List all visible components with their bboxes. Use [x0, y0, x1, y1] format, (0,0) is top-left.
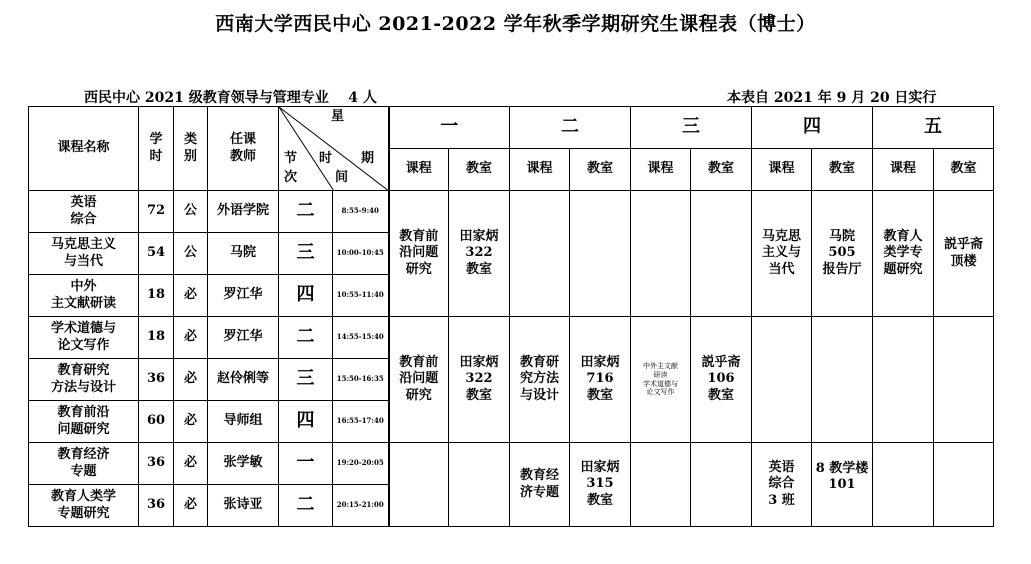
diagonal-header-cell [279, 107, 389, 191]
subheader-course: 课程 [510, 149, 570, 191]
subheader-room: 教室 [934, 149, 994, 191]
course-name: 学术道德与 论文写作 [29, 317, 139, 359]
course-type: 必 [174, 317, 208, 359]
period-number: 三 [279, 233, 333, 275]
mon-morning-course: 教育前 沿问题 研究 [389, 191, 449, 317]
subheader-course: 课程 [389, 149, 449, 191]
course-type: 公 [174, 191, 208, 233]
program-info: 西民中心 2021 级教育领导与管理专业 4 人 [84, 90, 377, 106]
day-header-mon: 一 [389, 107, 510, 149]
day-header-tue: 二 [510, 107, 631, 149]
course-type: 必 [174, 401, 208, 443]
course-teacher: 外语学院 [208, 191, 279, 233]
period-time: 20:15-21:00 [333, 485, 389, 527]
diag-label-jie: 节 [284, 151, 298, 166]
thu-afternoon-room [812, 317, 873, 443]
fri-afternoon-course [873, 317, 934, 443]
course-hours: 54 [139, 233, 174, 275]
wed-afternoon-course: 中外主文献 研读 学术道德与 论文写作 [631, 317, 691, 443]
thu-evening-room: 8 教学楼 101 [812, 443, 873, 527]
course-teacher: 张学敏 [208, 443, 279, 485]
period-time: 8:55-9:40 [333, 191, 389, 233]
course-type: 必 [174, 359, 208, 401]
fri-morning-course: 教育人 类学专 题研究 [873, 191, 934, 317]
course-name: 马克思主义 与当代 [29, 233, 139, 275]
day-header-wed: 三 [631, 107, 752, 149]
course-teacher: 张诗亚 [208, 485, 279, 527]
mon-evening-room [449, 443, 510, 527]
period-number: 一 [279, 443, 333, 485]
subheader-course: 课程 [873, 149, 934, 191]
mon-afternoon-course: 教育前 沿问题 研究 [389, 317, 449, 443]
subheader-room: 教室 [449, 149, 510, 191]
course-hours: 60 [139, 401, 174, 443]
table-row [29, 443, 994, 485]
period-time: 10:00-10:45 [333, 233, 389, 275]
wed-morning-course [631, 191, 691, 317]
diag-label-ci: 次 [284, 170, 298, 185]
mon-evening-course [389, 443, 449, 527]
course-name: 教育研究 方法与设计 [29, 359, 139, 401]
diag-label-shi: 时 [319, 151, 333, 166]
period-number: 二 [279, 317, 333, 359]
tue-morning-room [570, 191, 631, 317]
course-hours: 18 [139, 317, 174, 359]
fri-afternoon-room [934, 317, 994, 443]
subheader-room: 教室 [570, 149, 631, 191]
thu-afternoon-course [752, 317, 812, 443]
wed-evening-course [631, 443, 691, 527]
period-time: 10:55-11:40 [333, 275, 389, 317]
table-row [29, 191, 994, 233]
col-header-type: 类 别 [174, 107, 208, 191]
course-teacher: 导师组 [208, 401, 279, 443]
wed-evening-room [691, 443, 752, 527]
header-row-days [29, 107, 994, 149]
course-type: 公 [174, 233, 208, 275]
effective-date: 本表自 2021 年 9 月 20 日实行 [727, 90, 937, 106]
fri-evening-course [873, 443, 934, 527]
course-name: 教育经济 专题 [29, 443, 139, 485]
subheader-room: 教室 [691, 149, 752, 191]
mon-afternoon-room: 田家炳 322 教室 [449, 317, 510, 443]
col-header-hours: 学 时 [139, 107, 174, 191]
page-title: 西南大学西民中心 2021-2022 学年秋季学期研究生课程表（博士） [215, 13, 816, 35]
course-name: 英语 综合 [29, 191, 139, 233]
tue-afternoon-course: 教育研 究方法 与设计 [510, 317, 570, 443]
subheader-course: 课程 [631, 149, 691, 191]
mon-morning-room: 田家炳 322 教室 [449, 191, 510, 317]
course-name: 教育人类学 专题研究 [29, 485, 139, 527]
subheader-room: 教室 [812, 149, 873, 191]
period-time: 16:55-17:40 [333, 401, 389, 443]
course-hours: 36 [139, 485, 174, 527]
period-number: 二 [279, 485, 333, 527]
course-name: 中外 主文献研读 [29, 275, 139, 317]
thu-evening-course: 英语 综合 3 班 [752, 443, 812, 527]
schedule-table [28, 106, 994, 527]
course-teacher: 赵伶俐等 [208, 359, 279, 401]
col-header-teacher: 任课 教师 [208, 107, 279, 191]
tue-evening-room: 田家炳 315 教室 [570, 443, 631, 527]
course-teacher: 罗江华 [208, 275, 279, 317]
table-row [29, 317, 994, 359]
tue-evening-course: 教育经 济专题 [510, 443, 570, 527]
wed-afternoon-room: 説乎斋 106 教室 [691, 317, 752, 443]
tue-morning-course [510, 191, 570, 317]
fri-morning-room: 説乎斋 顶楼 [934, 191, 994, 317]
thu-morning-course: 马克思 主义与 当代 [752, 191, 812, 317]
period-number: 三 [279, 359, 333, 401]
course-teacher: 罗江华 [208, 317, 279, 359]
course-type: 必 [174, 443, 208, 485]
course-name: 教育前沿 问题研究 [29, 401, 139, 443]
course-hours: 18 [139, 275, 174, 317]
course-type: 必 [174, 485, 208, 527]
course-hours: 72 [139, 191, 174, 233]
period-number: 四 [279, 401, 333, 443]
subheader-course: 课程 [752, 149, 812, 191]
col-header-course-name: 课程名称 [29, 107, 139, 191]
diag-label-qi: 期 [361, 151, 375, 166]
day-header-thu: 四 [752, 107, 873, 149]
period-number: 二 [279, 191, 333, 233]
course-hours: 36 [139, 359, 174, 401]
period-time: 15:50-16:35 [333, 359, 389, 401]
diag-label-jian: 间 [335, 170, 349, 185]
fri-evening-room [934, 443, 994, 527]
course-hours: 36 [139, 443, 174, 485]
course-type: 必 [174, 275, 208, 317]
period-time: 19:20-20:05 [333, 443, 389, 485]
diag-label-star: 星 [331, 109, 345, 124]
period-number: 四 [279, 275, 333, 317]
wed-morning-room [691, 191, 752, 317]
period-time: 14:55-15:40 [333, 317, 389, 359]
thu-morning-room: 马院 505 报告厅 [812, 191, 873, 317]
course-teacher: 马院 [208, 233, 279, 275]
day-header-fri: 五 [873, 107, 994, 149]
tue-afternoon-room: 田家炳 716 教室 [570, 317, 631, 443]
